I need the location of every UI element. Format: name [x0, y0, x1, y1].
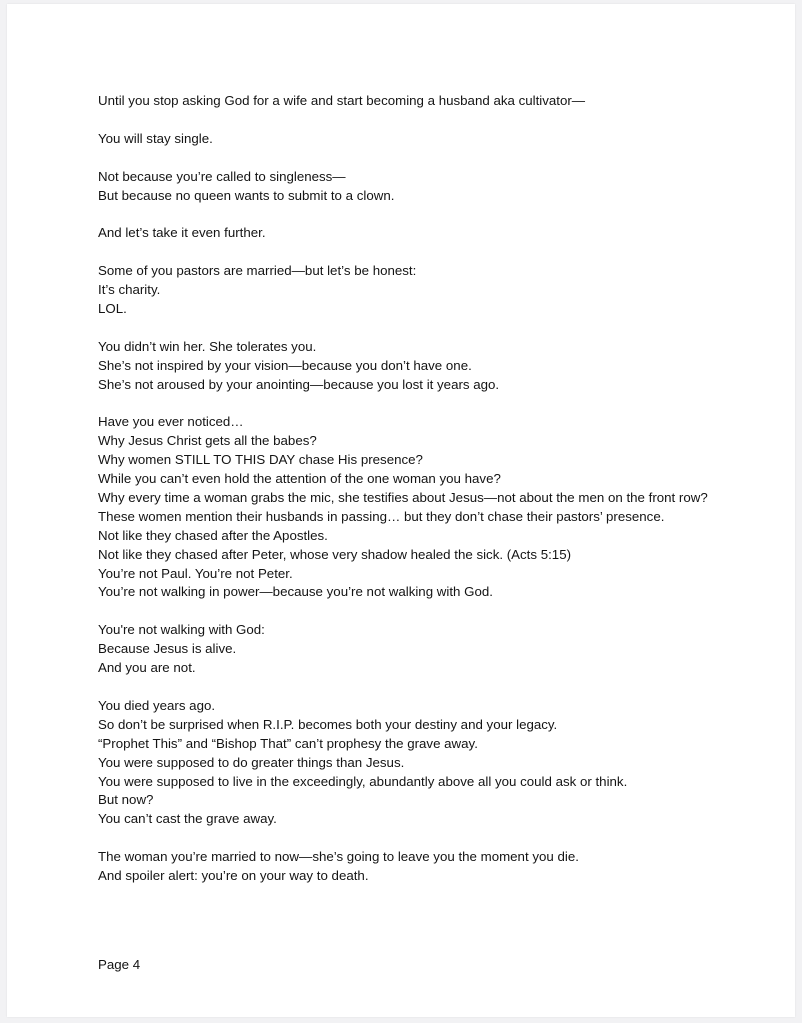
text-line: “Prophet This” and “Bishop That” can’t prophesy the grave away. [98, 735, 478, 751]
text-line: And spoiler alert: you’re on your way to death. [98, 868, 369, 884]
paragraph [98, 697, 708, 829]
text-line: These women mention their husbands in passing… but they don’t chase their pastors’ presence. [98, 508, 665, 524]
text-line: You can’t cast the grave away. [98, 811, 277, 827]
text-line: You’re not Paul. You’re not Peter. [98, 565, 293, 581]
paragraph [98, 413, 708, 602]
page-number: Page 4 [98, 957, 141, 972]
document-body [98, 92, 708, 905]
text-line: Some of you pastors are married—but let’s be honest: [98, 263, 417, 279]
text-line: You were supposed to live in the exceedingly, abundantly above all you could ask or think. [98, 773, 628, 789]
paragraph [98, 848, 708, 886]
paragraph [98, 262, 708, 319]
text-line: Until you stop asking God for a wife and start becoming a husband aka cultivator— [98, 93, 586, 108]
text-line: You're not walking with God: [98, 622, 265, 638]
paragraph [98, 621, 708, 678]
paragraph [98, 338, 708, 395]
text-line: Why every time a woman grabs the mic, she testifies about Jesus—not about the men on the front row? [98, 489, 708, 505]
document-page [7, 4, 795, 1017]
text-line: It’s charity. [98, 282, 161, 297]
text-line: And let’s take it even further. [98, 225, 266, 241]
paragraph [98, 92, 708, 111]
text-line: Not like they chased after Peter, whose very shadow healed the sick. (Acts 5:15) [98, 546, 572, 562]
text-line: But because no queen wants to submit to a clown. [98, 187, 395, 203]
paragraph [98, 130, 708, 149]
text-line: You will stay single. [98, 130, 213, 146]
text-line: You’re not walking in power—because you’re not walking with God. [98, 584, 493, 600]
text-line: Not like they chased after the Apostles. [98, 527, 328, 543]
text-line: But now? [98, 792, 154, 808]
text-line: You died years ago. [98, 697, 216, 713]
text-line: Why women STILL TO THIS DAY chase His presence? [98, 452, 423, 468]
text-line: Because Jesus is alive. [98, 641, 237, 657]
text-line: So don’t be surprised when R.I.P. becomes both your destiny and your legacy. [98, 716, 558, 732]
text-line: The woman you’re married to now—she’s going to leave you the moment you die. [98, 849, 579, 865]
text-line: And you are not. [98, 660, 196, 676]
text-line: LOL. [98, 300, 127, 316]
text-line: Why Jesus Christ gets all the babes? [98, 433, 317, 449]
text-line: She’s not aroused by your anointing—because you lost it years ago. [98, 376, 500, 392]
text-line: She’s not inspired by your vision—because you don’t have one. [98, 357, 472, 373]
paragraph [98, 168, 708, 206]
text-line: Not because you’re called to singleness— [98, 168, 346, 184]
paragraph [98, 224, 708, 243]
text-line: While you can’t even hold the attention of the one woman you have? [98, 471, 501, 487]
text-line: You didn’t win her. She tolerates you. [98, 338, 317, 354]
text-line: Have you ever noticed… [98, 414, 244, 430]
text-line: You were supposed to do greater things than Jesus. [98, 754, 405, 770]
